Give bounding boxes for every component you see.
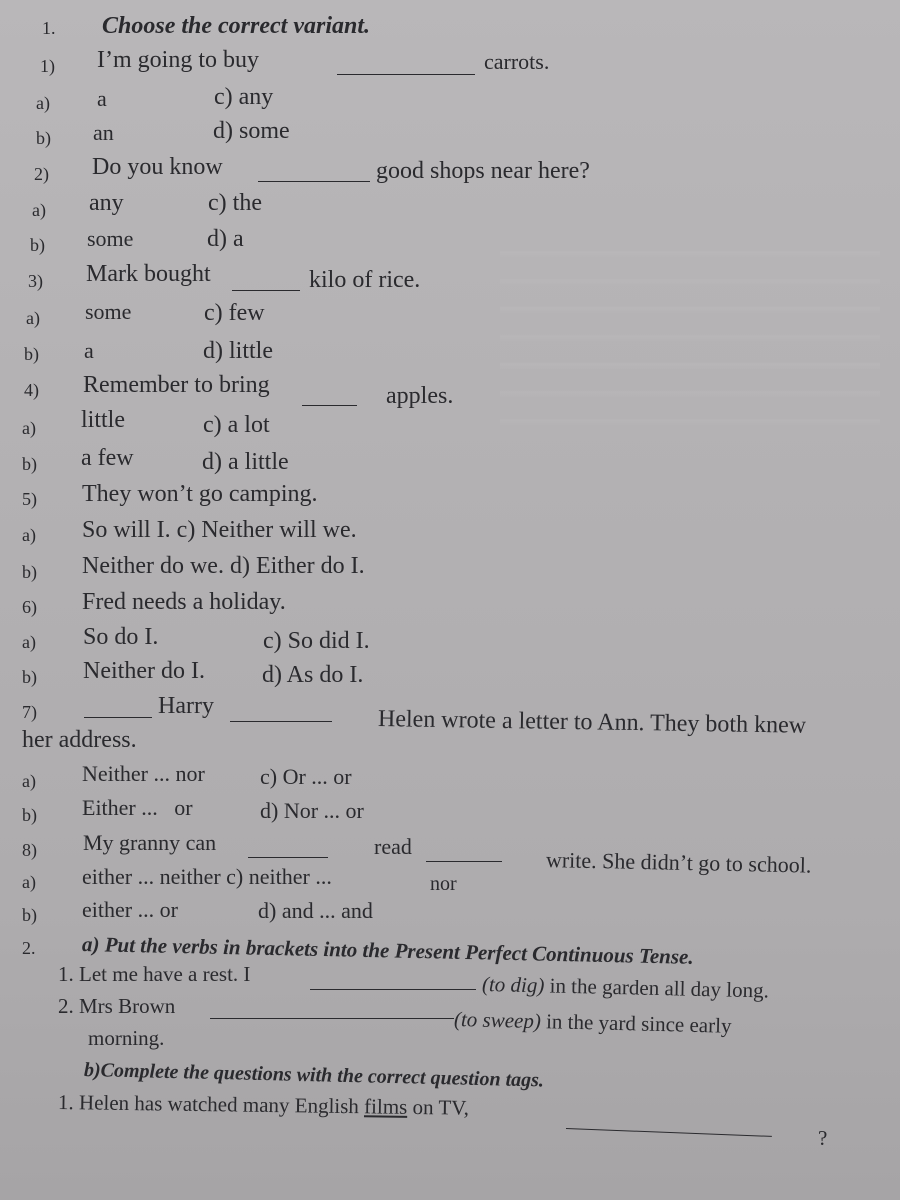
task-b-instructions: b)Complete the questions with the correct question tags. [83,1059,545,1092]
option-c[interactable]: c) a lot [203,412,270,438]
question-number: 8) [22,840,37,860]
question-number: 3) [28,271,43,291]
option-label: a) [26,308,40,328]
item-text [58,1088,469,1122]
question-text: apples. [386,383,454,409]
option-a[interactable]: So do I. [83,624,159,650]
answer-blank[interactable] [230,721,332,722]
option-label: b) [22,905,37,925]
option-c[interactable]: c) any [214,84,274,110]
option-a[interactable]: a [97,86,107,111]
answer-blank[interactable] [310,989,476,990]
answer-blank[interactable] [84,717,152,718]
options-a-c[interactable]: either ... neither c) neither ... [82,864,332,889]
options-a-c[interactable]: So will I. c) Neither will we. [82,517,357,543]
question-number: 5) [22,489,37,509]
option-d[interactable]: d) some [213,118,290,144]
option-c[interactable]: c) few [204,300,265,326]
option-c[interactable]: c) the [208,190,262,216]
question-text: Do you know [92,154,223,180]
option-label: a) [22,418,36,438]
question-text: her address. [22,727,137,753]
exercise-number: 1. [42,18,56,38]
verb-hint: (to dig) [481,972,545,998]
question-text: Fred needs a holiday. [82,589,286,615]
question-text: Harry [158,693,214,719]
question-number: 2) [34,164,49,184]
item-text-end: in the garden all day long. [549,973,770,1003]
option-b[interactable]: either ... or [82,897,178,922]
question-text: good shops near here? [376,158,590,184]
option-label: b) [22,454,37,474]
option-label: b) [30,235,45,255]
item-text: 2. Mrs Brown [58,994,176,1018]
option-b[interactable]: an [93,120,114,145]
option-c-end[interactable]: nor [430,873,457,895]
question-text: My granny can [83,830,217,855]
item-text: 1. Let me have a rest. I [58,962,251,986]
item-text-end: in the yard since early [545,1009,732,1038]
option-label: a) [22,771,36,791]
answer-blank[interactable] [426,861,502,862]
option-a[interactable]: some [85,299,132,324]
option-d[interactable]: d) a [207,226,244,252]
option-d[interactable]: d) a little [202,449,289,475]
item-text: morning. [88,1026,165,1050]
item-text [482,970,769,1005]
item-text-underlined: films [363,1094,408,1119]
question-text: They won’t go camping. [82,481,318,507]
option-a[interactable]: Neither ... nor [82,761,205,786]
option-a[interactable]: little [81,407,125,433]
question-text: carrots. [484,49,550,74]
option-label: a) [22,525,36,545]
answer-blank[interactable] [232,290,300,291]
question-number: 7) [22,702,37,722]
answer-blank[interactable] [302,405,357,406]
option-b[interactable]: Neither do I. [83,658,205,684]
answer-blank[interactable] [248,857,328,858]
options-b-d[interactable]: Neither do we. d) Either do I. [82,553,365,579]
option-label: a) [22,872,36,892]
option-c[interactable]: c) So did I. [263,628,370,654]
option-label: a) [36,93,50,113]
option-label: b) [36,128,51,148]
option-b[interactable]: a few [81,445,134,471]
answer-blank[interactable] [566,1128,772,1137]
option-label: b) [22,805,37,825]
question-text: Remember to bring [83,372,270,398]
question-text: kilo of rice. [309,267,421,293]
question-number: 4) [24,380,39,400]
option-d[interactable]: d) Nor ... or [260,798,364,823]
item-text-start: 1. Helen has watched many English [57,1090,365,1119]
question-text: Helen wrote a letter to Ann. They both knew [377,706,807,739]
option-d[interactable]: d) and ... and [258,898,373,923]
option-label: a) [22,632,36,652]
option-d[interactable]: d) As do I. [262,662,364,688]
verb-hint: (to sweep) [453,1007,542,1034]
question-mark: ? [818,1126,828,1150]
option-b[interactable]: a [84,338,94,363]
question-number: 6) [22,597,37,617]
question-text: Mark bought [86,261,211,287]
option-b[interactable]: Either ... or [82,795,193,820]
option-label: b) [24,344,39,364]
option-label: b) [22,667,37,687]
option-a[interactable]: any [89,190,124,216]
option-b[interactable]: some [87,226,134,251]
question-text: I’m going to buy [97,47,259,73]
answer-blank[interactable] [210,1018,454,1019]
option-c[interactable]: c) Or ... or [260,764,352,789]
exercise-number: 2. [22,938,36,958]
answer-blank[interactable] [258,181,370,182]
exercise-title: Choose the correct variant. [102,13,370,39]
item-text [454,1005,732,1040]
question-text: read [374,834,412,859]
task-a-instructions: a) Put the verbs in brackets into the Present Perfect Continuous Tense. [81,932,694,969]
option-label: a) [32,200,46,220]
question-text: write. She didn’t go to school. [545,847,812,878]
option-d[interactable]: d) little [203,338,273,364]
answer-blank[interactable] [337,74,475,75]
bleed-through-text [500,230,880,430]
option-label: b) [22,562,37,582]
question-number: 1) [40,56,55,76]
item-text-end: on TV, [407,1094,470,1120]
